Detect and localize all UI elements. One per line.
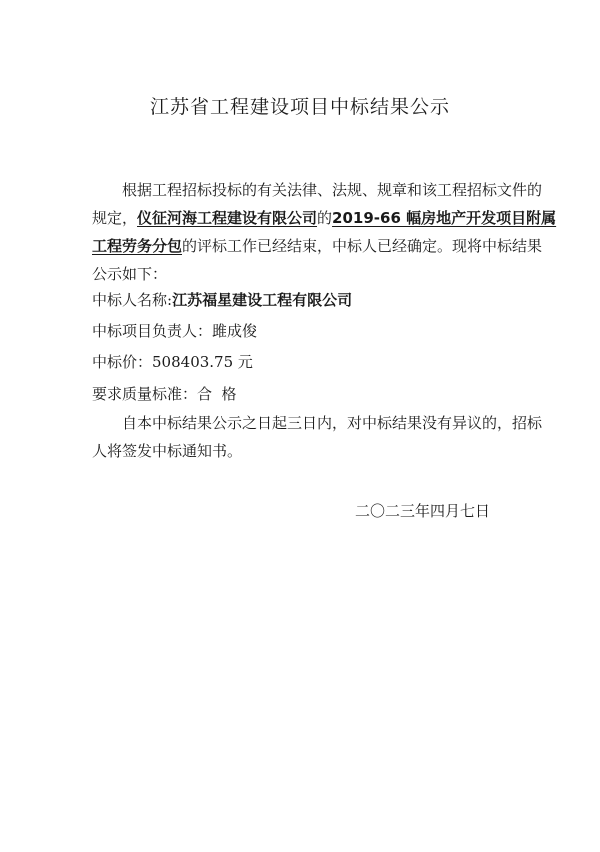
- intro-text: 的: [317, 209, 333, 227]
- tenderer-name: 仪征河海工程建设有限公司: [137, 209, 318, 227]
- price-row: [92, 351, 253, 372]
- quality-value: 合 格: [197, 385, 237, 403]
- winner-row: [92, 289, 352, 310]
- winner-value: 江苏福星建设工程有限公司: [172, 291, 353, 309]
- intro-line-3: [92, 232, 543, 260]
- project-name-part-1: 2019-66 幅房地产开发项目附属: [332, 209, 557, 227]
- document-date: 二〇二三年四月七日: [355, 502, 491, 520]
- closing-paragraph: [92, 409, 543, 465]
- closing-line-1: 自本中标结果公示之日起三日内，对中标结果没有异议的，招标: [122, 414, 543, 432]
- intro-line-1: 根据工程招标投标的有关法律、法规、规章和该工程招标文件的: [122, 181, 543, 199]
- price-value: 508403.75 元: [152, 353, 253, 371]
- document-title: 江苏省工程建设项目中标结果公示: [149, 96, 450, 118]
- price-label: 中标价：: [92, 353, 153, 371]
- manager-row: [92, 320, 257, 341]
- intro-line-2: [92, 204, 557, 232]
- intro-text: 的评标工作已经结束，中标人已经确定。现将中标结果: [182, 237, 543, 255]
- project-name-part-2: 工程劳务分包: [92, 237, 183, 255]
- closing-line-2: 人将签发中标通知书。: [92, 442, 243, 460]
- intro-line-4: 公示如下：: [92, 265, 168, 283]
- quality-label: 要求质量标准：: [92, 385, 198, 403]
- manager-label: 中标项目负责人：: [92, 322, 213, 340]
- winner-label: 中标人名称:: [92, 291, 173, 309]
- intro-text: 规定，: [92, 209, 138, 227]
- intro-paragraph: [92, 176, 557, 288]
- manager-value: 雎成俊: [212, 322, 258, 340]
- quality-row: [92, 383, 237, 404]
